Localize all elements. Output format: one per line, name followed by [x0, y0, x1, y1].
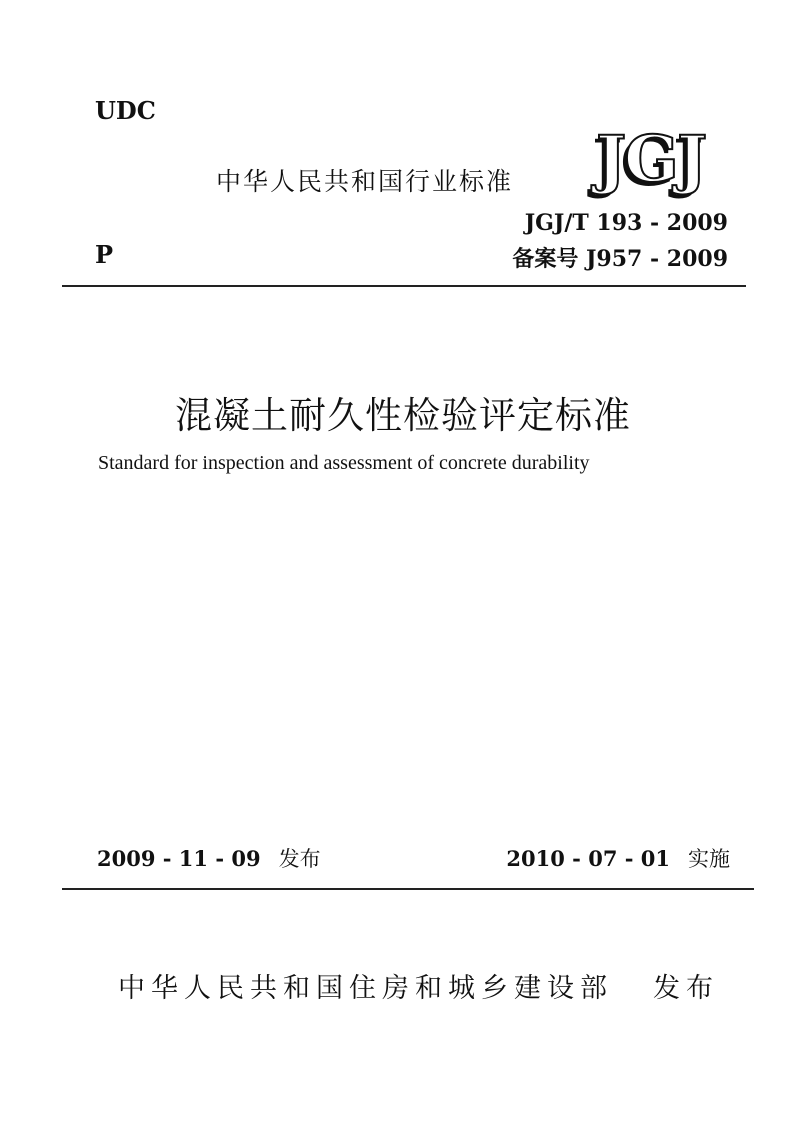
issue-date-value: 2009 - 11 - 09 — [97, 846, 261, 871]
title-chinese: 混凝土耐久性检验评定标准 — [175, 394, 631, 437]
top-divider — [62, 285, 746, 287]
issue-label: 发布 — [278, 847, 321, 871]
bottom-divider — [62, 888, 754, 890]
publisher-name: 中华人民共和国住房和城乡建设部 — [118, 973, 613, 1004]
publisher-label: 发布 — [653, 973, 719, 1004]
issue-date — [97, 843, 321, 873]
record-number: 备案号 J957 - 2009 — [512, 246, 728, 272]
title-english: Standard for inspection and assessment of concrete durability — [98, 452, 590, 474]
publisher — [118, 966, 719, 1005]
effective-label: 实施 — [688, 847, 730, 871]
jgj-logo: JGJ — [596, 122, 706, 197]
category-label: P — [95, 240, 114, 269]
udc-label: UDC — [95, 96, 156, 125]
standard-code: JGJ/T 193 - 2009 — [524, 210, 728, 236]
effective-date-value: 2010 - 07 - 01 — [506, 846, 670, 871]
standard-type: 中华人民共和国行业标准 — [216, 167, 514, 196]
effective-date — [506, 843, 730, 873]
